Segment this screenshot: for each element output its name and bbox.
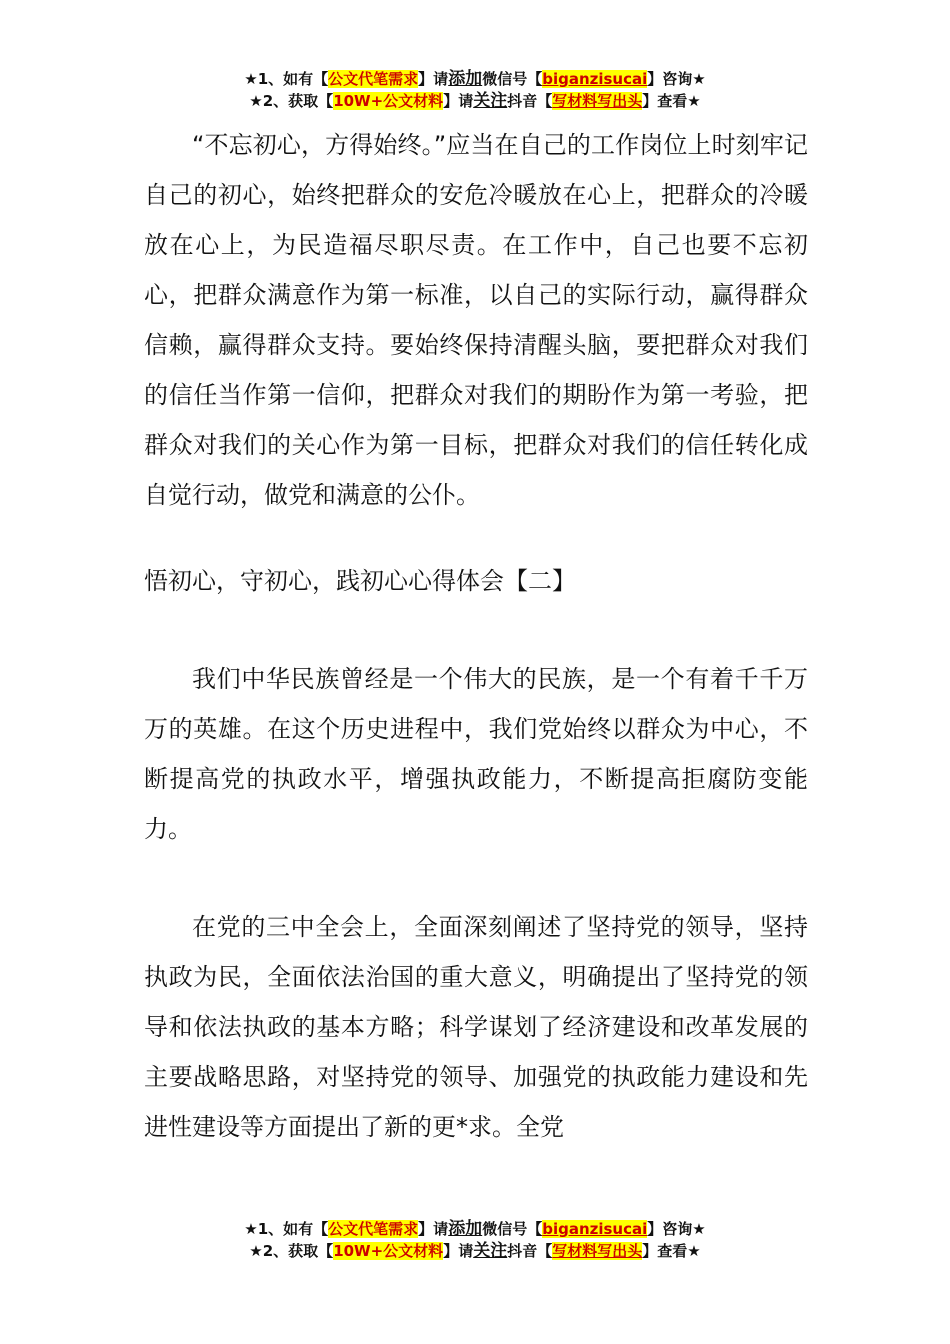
- document-body: [144, 120, 808, 1152]
- star-icon: ★: [244, 1220, 258, 1238]
- banner-text: 2、获取【: [262, 92, 334, 110]
- douyin-account-link[interactable]: 写材料写出头: [552, 92, 643, 110]
- banner-text: 】请: [443, 1242, 474, 1260]
- douyin-account-link[interactable]: 写材料写出头: [552, 1242, 643, 1260]
- highlight-service: 公文代笔需求: [328, 70, 419, 88]
- paragraph-3: 在党的三中全会上，全面深刻阐述了坚持党的领导，坚持执政为民，全面依法治国的重大意义，明确提出了坚持党的领导和依法执政的基本方略；科学谋划了经济建设和改革发展的主要战略思路，对坚持党的领导、加强党的执政能力建设和先进性建设等方面提出了新的更*求。全党: [144, 913, 808, 1141]
- banner-line-1: [0, 68, 950, 90]
- star-icon: ★: [687, 92, 701, 110]
- footer-banner: [0, 1218, 950, 1262]
- star-icon: ★: [244, 70, 258, 88]
- banner-text: 2、获取【: [262, 1242, 334, 1260]
- banner-text: 抖音【: [507, 1242, 553, 1260]
- star-icon: ★: [249, 1242, 263, 1260]
- section-heading: 悟初心，守初心，践初心心得体会【二】: [144, 567, 576, 595]
- banner-text: 】请: [443, 92, 474, 110]
- highlight-service: 公文代笔需求: [328, 1220, 419, 1238]
- spacer: [144, 854, 808, 902]
- banner-underlined-text: 添加: [448, 1219, 483, 1239]
- banner-text: 1、如有【: [257, 70, 329, 88]
- banner-line-2: [0, 90, 950, 112]
- paragraph-1: “不忘初心，方得始终。”应当在自己的工作岗位上时刻牢记自己的初心，始终把群众的安危冷暖放在心上，把群众的冷暖放在心上，为民造福尽职尽责。在工作中，自己也要不忘初心，把群众满意作为第一标准，以自己的实际行动，赢得群众信赖，赢得群众支持。要始终保持清醒头脑，要把群众对我们的信任当作第一信仰，把群众对我们的期盼作为第一考验，把群众对我们的关心作为第一目标，把群众对我们的信任转化成自觉行动，做党和满意的公仆。: [144, 131, 808, 509]
- banner-text: 】咨询: [647, 1220, 693, 1238]
- wechat-id-link[interactable]: biganzisucai: [542, 1220, 648, 1238]
- highlight-materials: 10W+公文材料: [333, 92, 444, 110]
- star-icon: ★: [687, 1242, 701, 1260]
- banner-text: 】查看: [642, 92, 688, 110]
- paragraph-2: 我们中华民族曾经是一个伟大的民族，是一个有着千千万万的英雄。在这个历史进程中，我们党始终以群众为中心，不断提高党的执政水平，增强执政能力，不断提高拒腐防变能力。: [144, 665, 808, 843]
- banner-underlined-text: 添加: [448, 69, 483, 89]
- highlight-materials: 10W+公文材料: [333, 1242, 444, 1260]
- banner-text: 】咨询: [647, 70, 693, 88]
- star-icon: ★: [692, 1220, 706, 1238]
- banner-text: 微信号【: [482, 70, 543, 88]
- star-icon: ★: [249, 92, 263, 110]
- banner-text: 】请: [418, 1220, 449, 1238]
- spacer: [144, 520, 808, 556]
- banner-underlined-text: 关注: [473, 91, 508, 111]
- banner-text: 】查看: [642, 1242, 688, 1260]
- star-icon: ★: [692, 70, 706, 88]
- spacer: [144, 606, 808, 654]
- banner-text: 1、如有【: [257, 1220, 329, 1238]
- banner-text: 抖音【: [507, 92, 553, 110]
- header-banner: [0, 68, 950, 112]
- banner-line-2: [0, 1240, 950, 1262]
- banner-line-1: [0, 1218, 950, 1240]
- banner-text: 微信号【: [482, 1220, 543, 1238]
- wechat-id-link[interactable]: biganzisucai: [542, 70, 648, 88]
- banner-text: 】请: [418, 70, 449, 88]
- banner-underlined-text: 关注: [473, 1241, 508, 1261]
